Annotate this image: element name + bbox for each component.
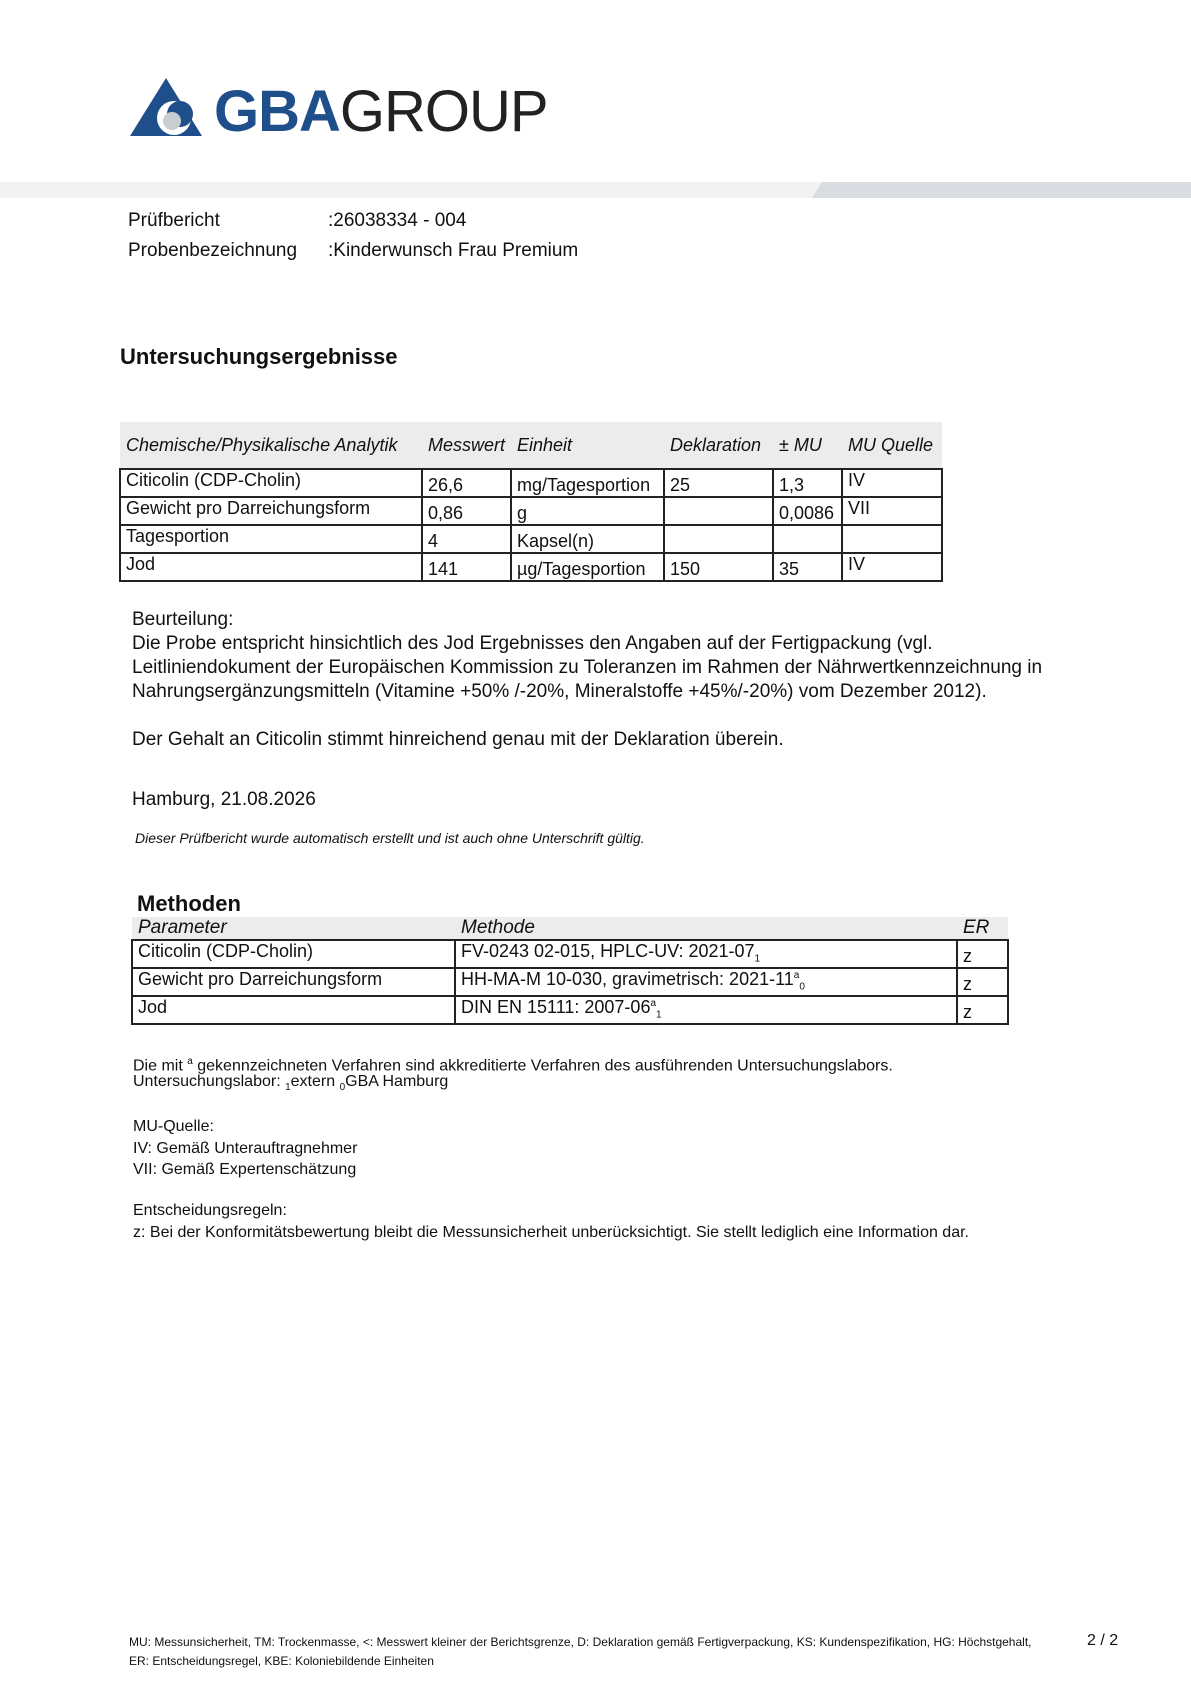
table-cell-declaration: 25 [664, 469, 773, 497]
mu-source-label: MU-Quelle: [133, 1118, 214, 1135]
table-cell-parameter: Tagesportion [120, 525, 422, 553]
decision-rule-z: z: Bei der Konformitätsbewertung bleibt die Messunsicherheit unberücksichtigt. Sie stellt lediglich eine Information dar. [133, 1224, 969, 1241]
accreditation-text-pre: Die mit [133, 1057, 183, 1075]
method-cell-method [455, 968, 957, 996]
table-cell-mu-source [842, 525, 942, 553]
table-cell-mu-source: IV [842, 553, 942, 581]
lab-gba-hamburg: GBA Hamburg [345, 1073, 449, 1090]
table-row [132, 940, 1008, 968]
methods-header-parameter: Parameter [132, 917, 455, 940]
results-header-mu-source: MU Quelle [842, 422, 942, 469]
method-cell-er: z [957, 996, 1008, 1024]
method-cell-method [455, 940, 957, 968]
method-cell-er: z [957, 968, 1008, 996]
table-cell-parameter: Gewicht pro Darreichungsform [120, 497, 422, 525]
table-cell-mu: 35 [773, 553, 842, 581]
method-cell-er: z [957, 940, 1008, 968]
results-header-unit: Einheit [511, 422, 664, 469]
place-date: Hamburg, 21.08.2026 [132, 789, 316, 810]
results-header-mu: ± MU [773, 422, 842, 469]
table-row [120, 497, 942, 525]
lab-label: Untersuchungslabor: [133, 1073, 281, 1090]
method-text: HH-MA-M 10-030, gravimetrisch: 2021-11 [461, 969, 794, 989]
sample-name-value: :Kinderwunsch Frau Premium [328, 240, 579, 261]
table-cell-value: 4 [422, 525, 511, 553]
assessment-text: Die Probe entspricht hinsichtlich des Jod Ergebnisses den Angaben auf der Fertigpackung (vgl. Leitliniendokument der Europäischen Kommission zu Toleranzen im Rahmen der Nährwertkennzeichnung in Nahrungsergänzungsmitteln (Vitamine +50% /-20%, Mineralstoffe +45%/-20%) vom Dezember 2012). [132, 633, 1043, 702]
assessment-label: Beurteilung: [132, 609, 234, 630]
table-cell-mu: 1,3 [773, 469, 842, 497]
logo-wordmark [214, 79, 548, 144]
table-cell-declaration: 150 [664, 553, 773, 581]
table-cell-unit: Kapsel(n) [511, 525, 664, 553]
header-band-accent [812, 182, 1191, 198]
accreditation-mark: a [187, 1056, 193, 1067]
citicolin-statement: Der Gehalt an Citicolin stimmt hinreichend genau mit der Deklaration überein. [132, 729, 784, 750]
method-text: FV-0243 02-015, HPLC-UV: 2021-07 [461, 941, 755, 961]
method-lab-index: 1 [656, 1009, 662, 1021]
lab-index-0: 0 [339, 1082, 346, 1094]
table-row [132, 996, 1008, 1024]
table-row [120, 469, 942, 497]
table-cell-unit: g [511, 497, 664, 525]
gba-logo-icon [130, 78, 202, 138]
lab-extern: extern [290, 1073, 336, 1090]
table-row [132, 968, 1008, 996]
results-table [119, 422, 943, 582]
page-number: 2 / 2 [1087, 1632, 1119, 1649]
logo-text-bold: GBA [214, 79, 340, 144]
method-text: DIN EN 15111: 2007-06 [461, 997, 651, 1017]
method-cell-parameter: Jod [132, 996, 455, 1024]
decision-rules-label: Entscheidungsregeln: [133, 1202, 287, 1219]
methods-header-er: ER [957, 917, 1008, 940]
table-cell-declaration [664, 497, 773, 525]
table-cell-declaration [664, 525, 773, 553]
table-row [120, 553, 942, 581]
lab-note [133, 1072, 448, 1098]
table-row [120, 525, 942, 553]
sample-name-label: Probenbezeichnung [128, 240, 298, 261]
footer-abbreviations-line2: ER: Entscheidungsregel, KBE: Koloniebildende Einheiten [129, 1654, 434, 1668]
mu-source-iv: IV: Gemäß Unterauftragnehmer [133, 1140, 358, 1157]
table-cell-unit: mg/Tagesportion [511, 469, 664, 497]
table-cell-value: 26,6 [422, 469, 511, 497]
method-cell-method [455, 996, 957, 1024]
auto-generated-note: Dieser Prüfbericht wurde automatisch erstellt und ist auch ohne Unterschrift gültig. [135, 830, 645, 846]
methods-heading: Methoden [137, 891, 241, 916]
results-header-declaration: Deklaration [664, 422, 773, 469]
table-cell-mu-source: IV [842, 469, 942, 497]
table-cell-value: 0,86 [422, 497, 511, 525]
method-accredited-mark: a [650, 998, 657, 1009]
results-heading: Untersuchungsergebnisse [120, 344, 398, 369]
methods-header-row [132, 917, 1008, 940]
table-cell-parameter: Jod [120, 553, 422, 581]
method-cell-parameter: Gewicht pro Darreichungsform [132, 968, 455, 996]
lab-index-1: 1 [285, 1082, 291, 1094]
table-cell-value: 141 [422, 553, 511, 581]
table-cell-mu: 0,0086 [773, 497, 842, 525]
methods-table [131, 917, 1009, 1025]
table-cell-mu [773, 525, 842, 553]
report-number-label: Prüfbericht [128, 210, 220, 231]
results-header-row [120, 422, 942, 469]
method-cell-parameter: Citicolin (CDP-Cholin) [132, 940, 455, 968]
logo-text-light: GROUP [339, 79, 548, 144]
table-cell-parameter: Citicolin (CDP-Cholin) [120, 469, 422, 497]
method-lab-index: 1 [754, 953, 761, 965]
footer-abbreviations-line1: MU: Messunsicherheit, TM: Trockenmasse, <: Messwert kleiner der Berichtsgrenze, D: Deklaration gemäß Fertigverpackung, KS: Kundenspezifikation, HG: Höchstgehalt, [129, 1635, 1032, 1649]
report-number-value: :26038334 - 004 [328, 210, 467, 231]
table-cell-unit: µg/Tagesportion [511, 553, 664, 581]
results-header-value: Messwert [422, 422, 511, 469]
mu-source-vii: VII: Gemäß Expertenschätzung [133, 1161, 357, 1178]
results-header-analytics: Chemische/Physikalische Analytik [120, 422, 422, 469]
accreditation-text-post: gekennzeichneten Verfahren sind akkreditierte Verfahren des ausführenden Untersuchungslabors. [197, 1057, 893, 1075]
method-accredited-mark: a [793, 970, 800, 981]
method-lab-index: 0 [799, 981, 805, 993]
table-cell-mu-source: VII [842, 497, 942, 525]
methods-header-method: Methode [455, 917, 957, 940]
